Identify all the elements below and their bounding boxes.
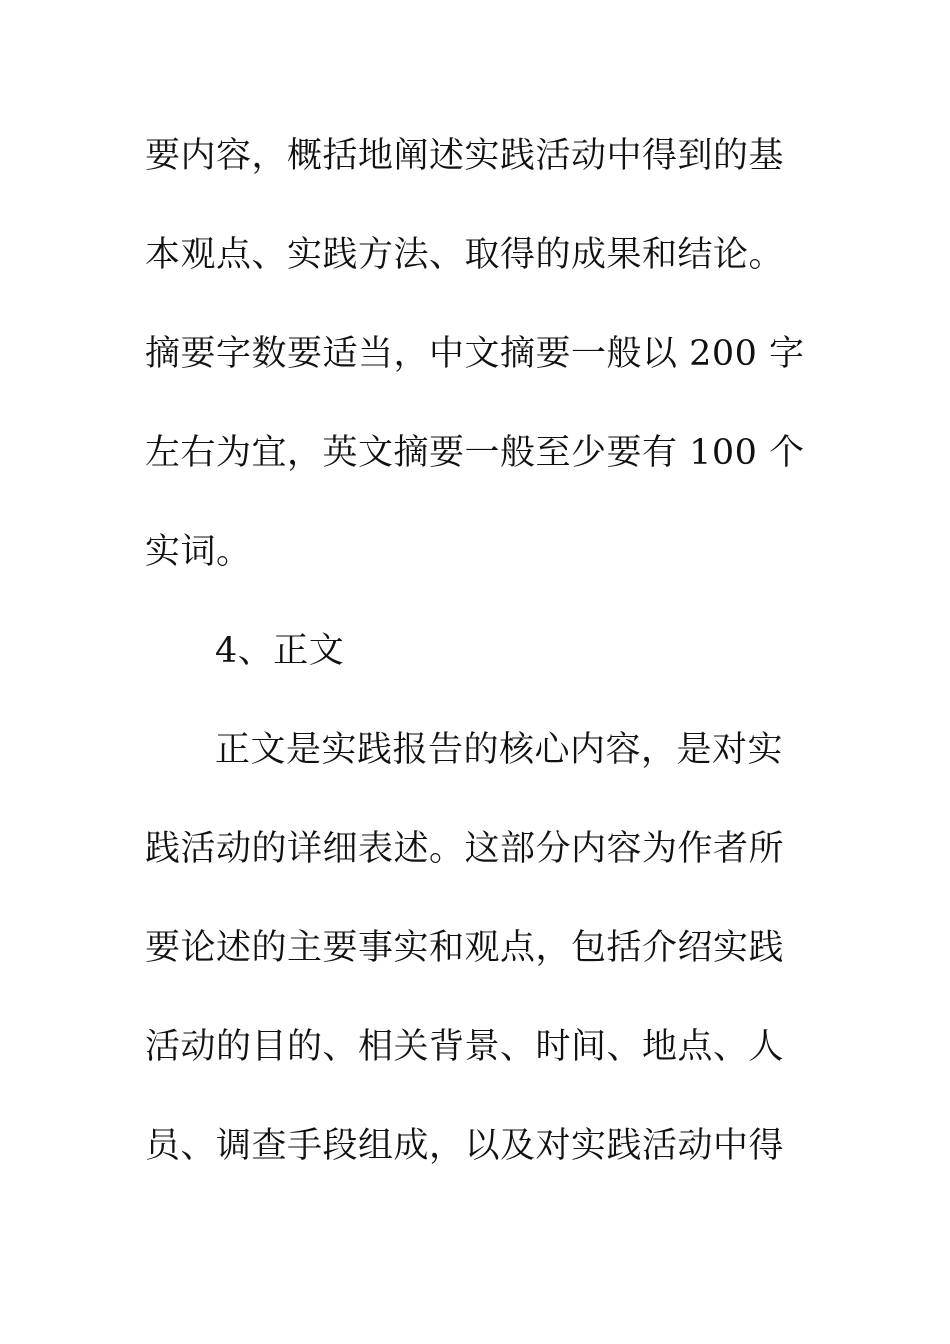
text-line: 摘要字数要适当，中文摘要一般以 200 字 <box>145 334 805 374</box>
text-line: 践活动的详细表述。这部分内容为作者所 <box>145 829 785 869</box>
text-line: 员、调查手段组成，以及对实践活动中得 <box>145 1126 785 1166</box>
section-heading: 4、正文 <box>215 631 345 671</box>
text-line: 要内容，概括地阐述实践活动中得到的基 <box>145 136 785 176</box>
text-line: 本观点、实践方法、取得的成果和结论。 <box>145 235 785 275</box>
text-line: 要论述的主要事实和观点，包括介绍实践 <box>145 928 785 968</box>
paragraph-first-line: 正文是实践报告的核心内容，是对实 <box>215 730 784 770</box>
text-line: 活动的目的、相关背景、时间、地点、人 <box>145 1027 785 1067</box>
text-line: 左右为宜，英文摘要一般至少要有 100 个 <box>145 433 805 473</box>
text-line: 实词。 <box>145 532 252 572</box>
